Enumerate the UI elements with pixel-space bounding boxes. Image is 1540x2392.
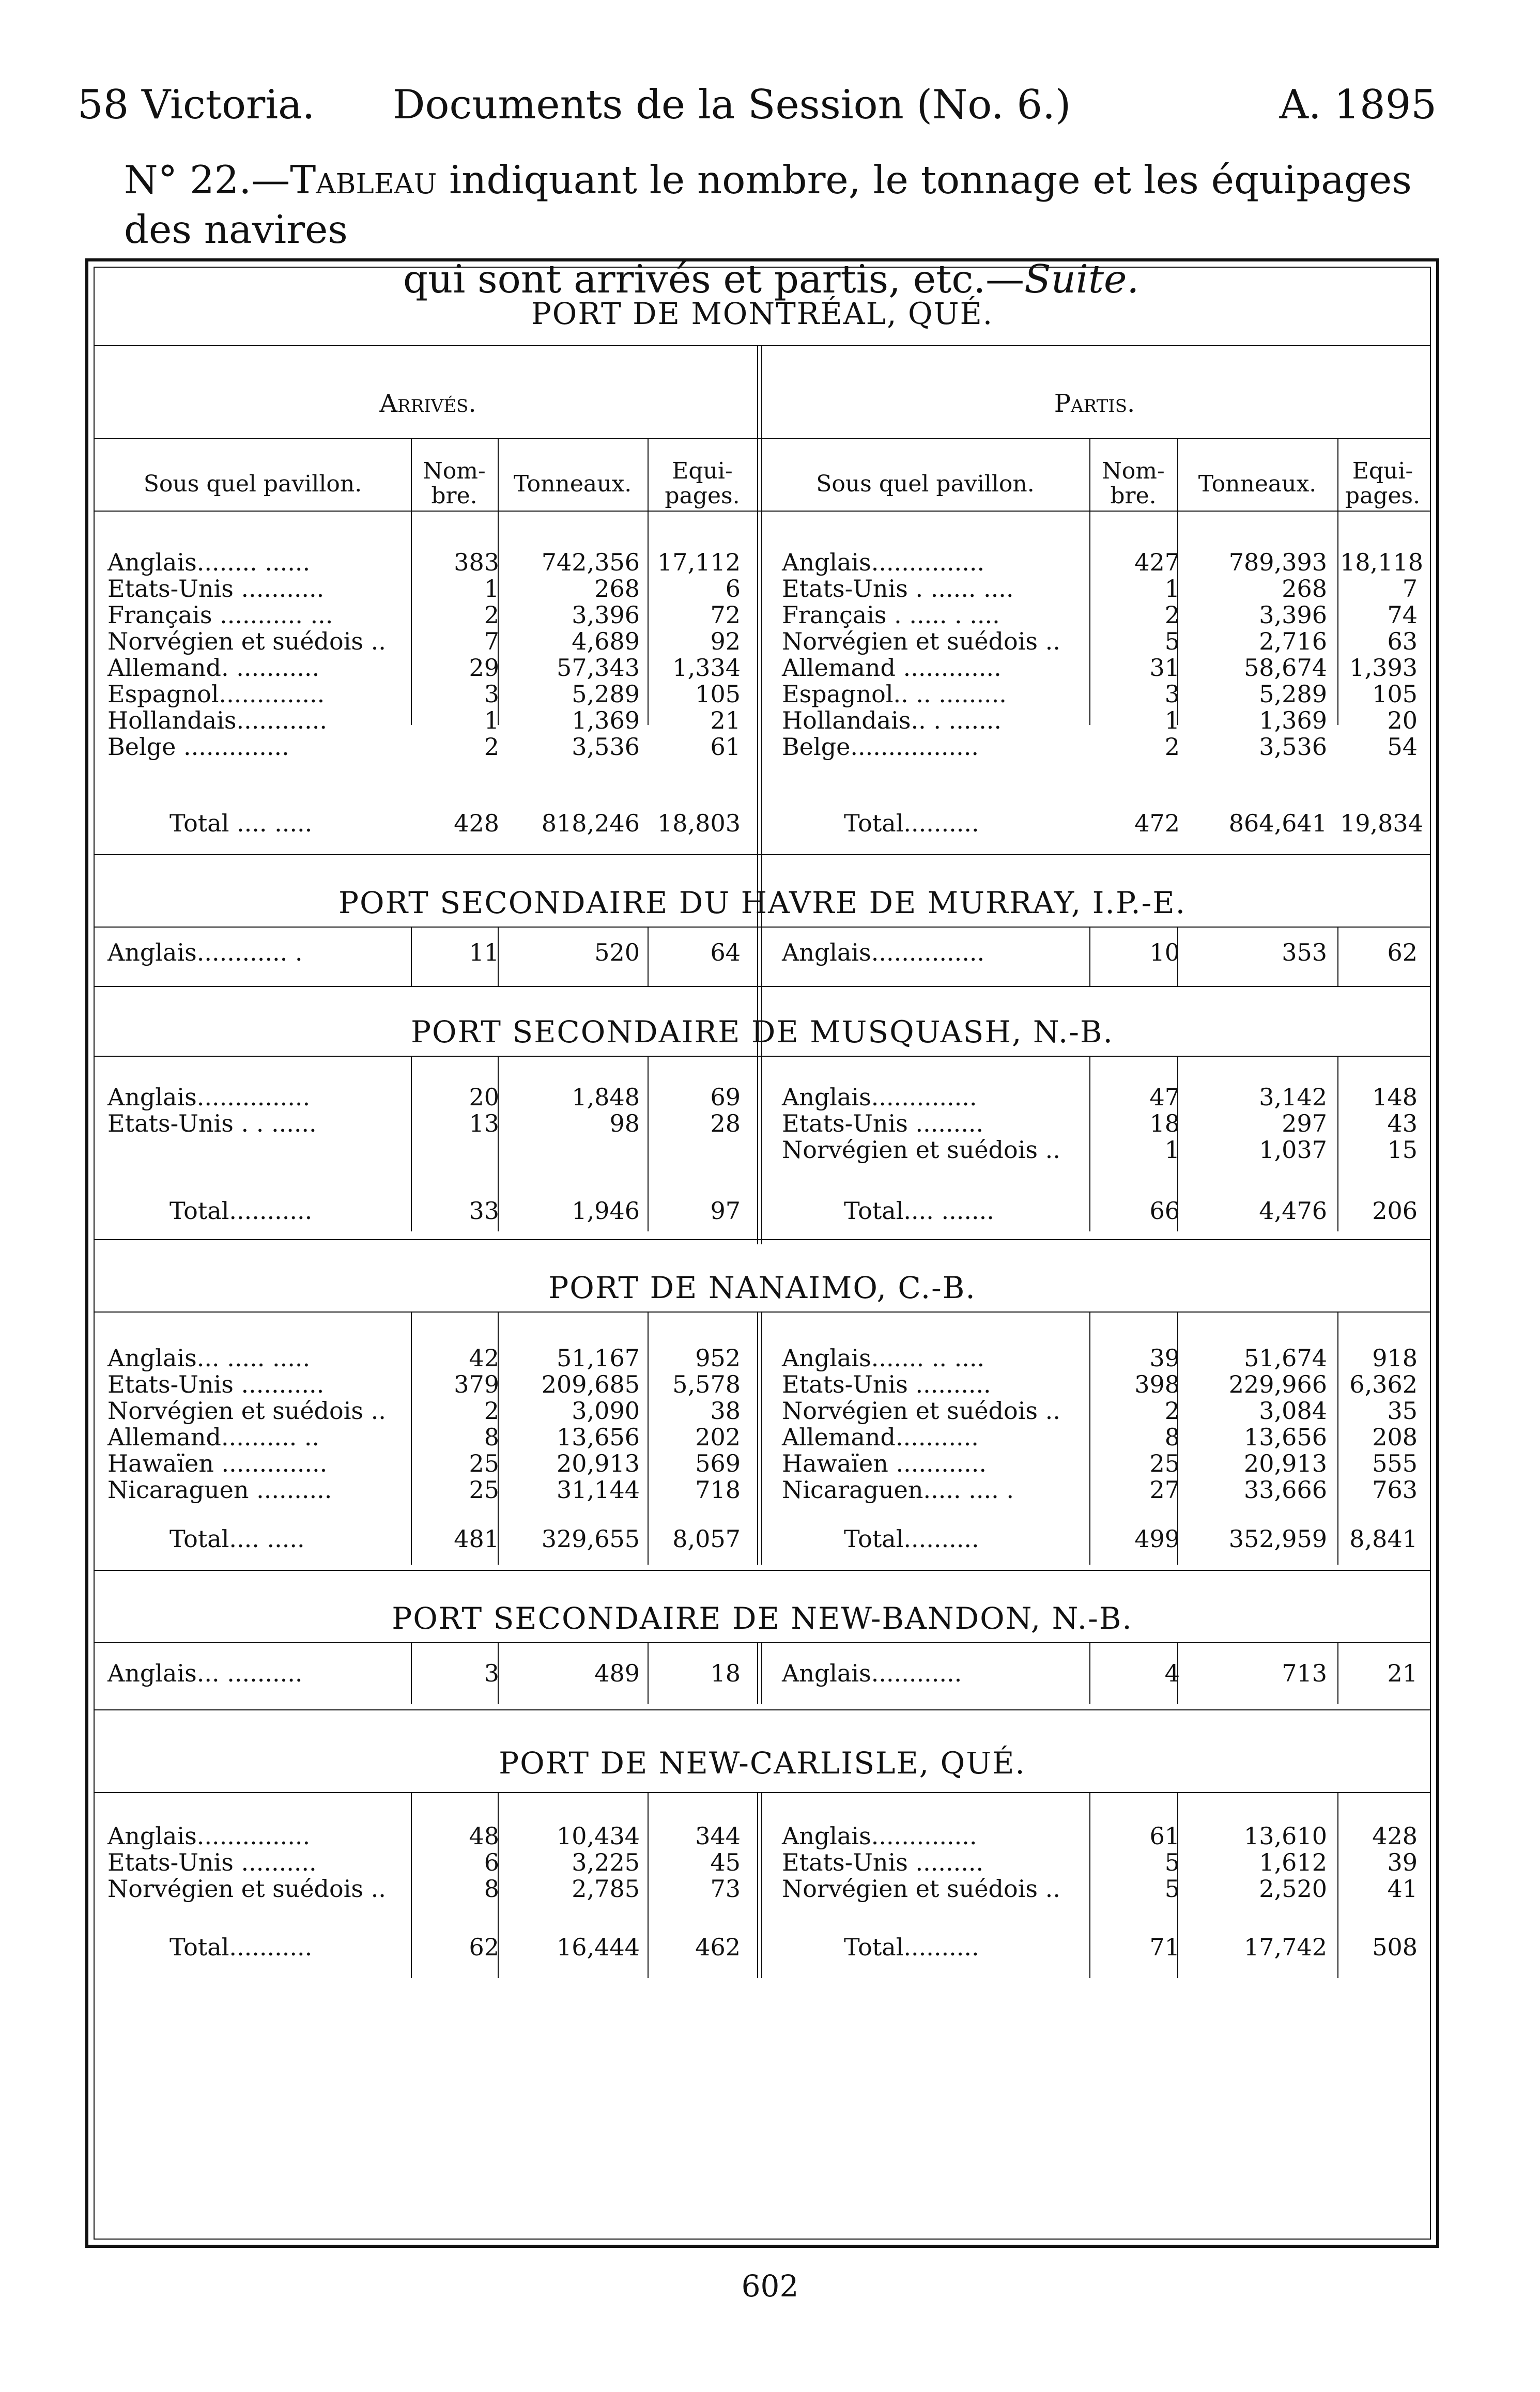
col-equipages-right: Equi- pages. [1345, 458, 1421, 509]
flag-name: Etats-Unis . . ...... [107, 1109, 317, 1137]
caption-number: N° 22.— [124, 157, 290, 203]
equipages-cell: 1,393 [1349, 654, 1418, 682]
column-rule [411, 1056, 412, 1231]
running-header [0, 82, 1540, 128]
flag-name: Anglais.............. [782, 1822, 977, 1850]
tonneaux-cell: 3,536 [572, 733, 640, 761]
nombre-cell: 27 [1149, 1476, 1180, 1504]
table-inner [94, 267, 1431, 2240]
nombre-cell: 4 [1164, 1659, 1180, 1687]
column-rule [1337, 1311, 1338, 1565]
center-divider-right [761, 1311, 762, 1565]
nombre-cell: 1 [484, 575, 499, 603]
column-rule [411, 1792, 412, 1978]
nombre-cell: 2 [484, 733, 499, 761]
nombre-cell: 2 [1164, 601, 1180, 629]
column-rule [648, 927, 649, 986]
total-tonneaux: 16,444 [557, 1933, 640, 1961]
column-rule [1089, 927, 1090, 986]
total-nombre: 71 [1149, 1933, 1180, 1961]
tonneaux-cell: 4,689 [572, 627, 640, 655]
equipages-cell: 62 [1387, 938, 1418, 966]
column-rule [411, 1642, 412, 1704]
tonneaux-cell: 1,369 [572, 706, 640, 734]
center-divider-left [757, 1792, 758, 1978]
equipages-cell: 39 [1387, 1848, 1418, 1876]
nombre-cell: 6 [484, 1848, 499, 1876]
nombre-cell: 31 [1149, 654, 1180, 682]
tonneaux-cell: 268 [1282, 575, 1327, 603]
flag-name: Hawaïen .............. [107, 1449, 328, 1477]
col-pavillon-left: Sous quel pavillon. [143, 471, 362, 497]
col-tonneaux-left: Tonneaux. [513, 471, 632, 497]
flag-name: Hawaïen ............ [782, 1449, 987, 1477]
nombre-cell: 3 [1164, 680, 1180, 708]
nombre-cell: 47 [1149, 1083, 1180, 1111]
nombre-cell: 1 [1164, 575, 1180, 603]
equipages-cell: 15 [1387, 1136, 1418, 1164]
rule-title [95, 927, 1430, 928]
equipages-cell: 763 [1372, 1476, 1418, 1504]
total-equipages: 19,834 [1340, 809, 1423, 837]
flag-name: Etats-Unis . ...... .... [782, 575, 1014, 603]
col-nombre-right: Nom- bre. [1102, 458, 1165, 509]
equipages-cell: 344 [695, 1822, 741, 1850]
equipages-cell: 72 [710, 601, 741, 629]
column-rule [1089, 1642, 1090, 1704]
tonneaux-cell: 3,396 [1259, 601, 1327, 629]
tonneaux-cell: 98 [609, 1109, 640, 1137]
port-title-new-bandon: PORT SECONDAIRE DE NEW-BANDON, N.-B. [392, 1601, 1133, 1636]
tonneaux-cell: 209,685 [541, 1370, 640, 1398]
nombre-cell: 2 [1164, 733, 1180, 761]
nombre-cell: 3 [484, 1659, 499, 1687]
tonneaux-cell: 5,289 [572, 680, 640, 708]
nombre-cell: 5 [1164, 1848, 1180, 1876]
tonneaux-cell: 3,090 [572, 1397, 640, 1425]
flag-name: Norvégien et suédois .. [782, 1397, 1060, 1425]
tonneaux-cell: 1,369 [1259, 706, 1327, 734]
total-label: Total.... ..... [170, 1525, 305, 1553]
flag-name: Anglais............... [782, 548, 985, 576]
rule-title [95, 1311, 1430, 1313]
equipages-cell: 148 [1372, 1083, 1418, 1111]
total-equipages: 8,841 [1349, 1525, 1418, 1553]
port-title-nanaimo: PORT DE NANAIMO, C.-B. [548, 1270, 976, 1305]
tonneaux-cell: 1,612 [1259, 1848, 1327, 1876]
rule-section-end [95, 1709, 1430, 1710]
center-divider-left [757, 345, 758, 1244]
tonneaux-cell: 13,656 [1244, 1423, 1327, 1451]
tonneaux-cell: 51,167 [557, 1344, 640, 1372]
tonneaux-cell: 31,144 [557, 1476, 640, 1504]
equipages-cell: 5,578 [672, 1370, 741, 1398]
nombre-cell: 383 [454, 548, 499, 576]
nombre-cell: 25 [469, 1476, 499, 1504]
nombre-cell: 1 [484, 706, 499, 734]
flag-name: Etats-Unis ......... [782, 1848, 984, 1876]
tonneaux-cell: 3,536 [1259, 733, 1327, 761]
nombre-cell: 39 [1149, 1344, 1180, 1372]
total-equipages: 508 [1372, 1933, 1418, 1961]
col-nombre-left: Nom- bre. [423, 458, 486, 509]
rule-section-end [95, 1570, 1430, 1571]
equipages-cell: 918 [1372, 1344, 1418, 1372]
equipages-cell: 54 [1387, 733, 1418, 761]
col-tonneaux-right: Tonneaux. [1198, 471, 1317, 497]
total-equipages: 462 [695, 1933, 741, 1961]
tonneaux-cell: 57,343 [557, 654, 640, 682]
equipages-cell: 569 [695, 1449, 741, 1477]
total-equipages: 18,803 [657, 809, 741, 837]
total-nombre: 33 [469, 1197, 499, 1225]
nombre-cell: 20 [469, 1083, 499, 1111]
flag-name: Etats-Unis .......... [782, 1370, 991, 1398]
table-frame [85, 258, 1439, 2248]
equipages-cell: 92 [710, 627, 741, 655]
flag-name: Norvégien et suédois .. [782, 1875, 1060, 1903]
total-tonneaux: 4,476 [1259, 1197, 1327, 1225]
nombre-cell: 42 [469, 1344, 499, 1372]
equipages-cell: 74 [1387, 601, 1418, 629]
equipages-cell: 428 [1372, 1822, 1418, 1850]
total-equipages: 206 [1372, 1197, 1418, 1225]
port-title-musquash: PORT SECONDAIRE DE MUSQUASH, N.-B. [411, 1014, 1114, 1050]
flag-name: Norvégien et suédois .. [107, 627, 386, 655]
port-title-new-carlisle: PORT DE NEW-CARLISLE, QUÉ. [499, 1746, 1026, 1781]
flag-name: Etats-Unis .......... [107, 1848, 317, 1876]
column-rule [648, 1311, 649, 1565]
total-label: Total.......... [844, 1525, 979, 1553]
equipages-cell: 105 [695, 680, 741, 708]
total-label: Total........... [170, 1933, 313, 1961]
tonneaux-cell: 3,084 [1259, 1397, 1327, 1425]
nombre-cell: 1 [1164, 706, 1180, 734]
equipages-cell: 41 [1387, 1875, 1418, 1903]
column-rule [1089, 438, 1090, 725]
tonneaux-cell: 20,913 [1244, 1449, 1327, 1477]
tonneaux-cell: 520 [594, 938, 640, 966]
tonneaux-cell: 10,434 [557, 1822, 640, 1850]
total-label: Total........... [170, 1197, 313, 1225]
equipages-cell: 18 [710, 1659, 741, 1687]
column-rule [1337, 438, 1338, 725]
nombre-cell: 10 [1149, 938, 1180, 966]
flag-name: Allemand.......... .. [107, 1423, 320, 1451]
flag-name: Hollandais.. . ....... [782, 706, 1002, 734]
equipages-cell: 7 [1402, 575, 1418, 603]
tonneaux-cell: 353 [1282, 938, 1327, 966]
nombre-cell: 8 [1164, 1423, 1180, 1451]
nombre-cell: 379 [454, 1370, 499, 1398]
flag-name: Anglais............... [107, 1822, 311, 1850]
rule-title [95, 1792, 1430, 1793]
total-tonneaux: 352,959 [1228, 1525, 1327, 1553]
partis-heading: Partis. [1054, 389, 1135, 418]
flag-name: Anglais........ ...... [107, 548, 311, 576]
equipages-cell: 21 [710, 706, 741, 734]
equipages-cell: 43 [1387, 1109, 1418, 1137]
tonneaux-cell: 3,225 [572, 1848, 640, 1876]
flag-name: Norvégien et suédois .. [107, 1875, 386, 1903]
flag-name: Norvégien et suédois .. [782, 627, 1060, 655]
flag-name: Norvégien et suédois .. [782, 1136, 1060, 1164]
nombre-cell: 61 [1149, 1822, 1180, 1850]
center-divider-right [761, 1642, 762, 1704]
tonneaux-cell: 229,966 [1228, 1370, 1327, 1398]
column-rule [411, 1311, 412, 1565]
flag-name: Anglais... .......... [107, 1659, 303, 1687]
equipages-cell: 64 [710, 938, 741, 966]
caption-word: Tableau [290, 157, 437, 203]
total-nombre: 66 [1149, 1197, 1180, 1225]
center-divider-right [761, 1792, 762, 1978]
column-rule [411, 438, 412, 725]
flag-name: Nicaraguen .......... [107, 1476, 332, 1504]
tonneaux-cell: 3,396 [572, 601, 640, 629]
nombre-cell: 2 [484, 601, 499, 629]
equipages-cell: 18,118 [1340, 548, 1423, 576]
column-rule [648, 1056, 649, 1231]
rule-title [95, 1056, 1430, 1057]
total-tonneaux: 864,641 [1228, 809, 1327, 837]
nombre-cell: 11 [469, 938, 499, 966]
tonneaux-cell: 713 [1282, 1659, 1327, 1687]
rule-title [95, 1642, 1430, 1643]
nombre-cell: 18 [1149, 1109, 1180, 1137]
equipages-cell: 20 [1387, 706, 1418, 734]
equipages-cell: 208 [1372, 1423, 1418, 1451]
total-tonneaux: 818,246 [541, 809, 640, 837]
equipages-cell: 202 [695, 1423, 741, 1451]
tonneaux-cell: 2,520 [1259, 1875, 1327, 1903]
flag-name: Anglais............ . [107, 938, 303, 966]
equipages-cell: 718 [695, 1476, 741, 1504]
nombre-cell: 7 [484, 627, 499, 655]
total-label: Total.......... [844, 809, 979, 837]
header-center: Documents de la Session (No. 6.) [393, 82, 1071, 128]
flag-name: Hollandais............ [107, 706, 327, 734]
tonneaux-cell: 789,393 [1228, 548, 1327, 576]
header-right: A. 1895 [1279, 82, 1437, 128]
total-tonneaux: 329,655 [541, 1525, 640, 1553]
total-nombre: 481 [454, 1525, 499, 1553]
equipages-cell: 61 [710, 733, 741, 761]
flag-name: Allemand. ........... [107, 654, 320, 682]
flag-name: Nicaraguen..... .... . [782, 1476, 1014, 1504]
tonneaux-cell: 33,666 [1244, 1476, 1327, 1504]
page-number: 602 [741, 2268, 799, 2304]
tonneaux-cell: 1,037 [1259, 1136, 1327, 1164]
flag-name: Norvégien et suédois .. [107, 1397, 386, 1425]
port-title-murray: PORT SECONDAIRE DU HAVRE DE MURRAY, I.P.-E. [338, 885, 1187, 920]
equipages-cell: 45 [710, 1848, 741, 1876]
equipages-cell: 105 [1372, 680, 1418, 708]
total-nombre: 62 [469, 1933, 499, 1961]
tonneaux-cell: 1,848 [572, 1083, 640, 1111]
flag-name: Français . ..... . .... [782, 601, 1000, 629]
rule-title [95, 345, 1430, 346]
flag-name: Belge................. [782, 733, 979, 761]
rule-subhead [95, 438, 1430, 439]
header-left: 58 Victoria. [78, 82, 315, 128]
equipages-cell: 73 [710, 1875, 741, 1903]
total-equipages: 97 [710, 1197, 741, 1225]
equipages-cell: 38 [710, 1397, 741, 1425]
arrives-heading: Arrivés. [379, 389, 476, 418]
nombre-cell: 8 [484, 1423, 499, 1451]
nombre-cell: 2 [484, 1397, 499, 1425]
nombre-cell: 48 [469, 1822, 499, 1850]
nombre-cell: 3 [484, 680, 499, 708]
flag-name: Belge .............. [107, 733, 289, 761]
nombre-cell: 5 [1164, 1875, 1180, 1903]
tonneaux-cell: 13,610 [1244, 1822, 1327, 1850]
nombre-cell: 29 [469, 654, 499, 682]
flag-name: Etats-Unis ........... [107, 575, 325, 603]
flag-name: Anglais... ..... ..... [107, 1344, 311, 1372]
center-divider-left [757, 1642, 758, 1704]
equipages-cell: 28 [710, 1109, 741, 1137]
flag-name: Etats-Unis ........... [107, 1370, 325, 1398]
equipages-cell: 63 [1387, 627, 1418, 655]
rule-colhead [95, 511, 1430, 512]
col-pavillon-right: Sous quel pavillon. [816, 471, 1035, 497]
tonneaux-cell: 3,142 [1259, 1083, 1327, 1111]
nombre-cell: 5 [1164, 627, 1180, 655]
tonneaux-cell: 5,289 [1259, 680, 1327, 708]
tonneaux-cell: 742,356 [541, 548, 640, 576]
flag-name: Anglais............... [107, 1083, 311, 1111]
flag-name: Anglais............ [782, 1659, 962, 1687]
nombre-cell: 1 [1164, 1136, 1180, 1164]
tonneaux-cell: 268 [594, 575, 640, 603]
total-label: Total.......... [844, 1933, 979, 1961]
flag-name: Espagnol.............. [107, 680, 325, 708]
tonneaux-cell: 2,785 [572, 1875, 640, 1903]
column-rule [648, 1642, 649, 1704]
column-rule [1337, 1642, 1338, 1704]
center-divider-left [757, 1311, 758, 1565]
total-nombre: 428 [454, 809, 499, 837]
flag-name: Français ........... ... [107, 601, 333, 629]
column-rule [1337, 1792, 1338, 1978]
column-rule [1337, 927, 1338, 986]
total-tonneaux: 1,946 [572, 1197, 640, 1225]
nombre-cell: 427 [1134, 548, 1180, 576]
equipages-cell: 1,334 [672, 654, 741, 682]
col-equipages-left: Equi- pages. [665, 458, 740, 509]
total-label: Total.... ....... [844, 1197, 994, 1225]
flag-name: Etats-Unis ......... [782, 1109, 984, 1137]
equipages-cell: 21 [1387, 1659, 1418, 1687]
equipages-cell: 35 [1387, 1397, 1418, 1425]
total-equipages: 8,057 [672, 1525, 741, 1553]
tonneaux-cell: 58,674 [1244, 654, 1327, 682]
flag-name: Anglais............... [782, 938, 985, 966]
tonneaux-cell: 2,716 [1259, 627, 1327, 655]
rule-section-end [95, 854, 1430, 855]
nombre-cell: 2 [1164, 1397, 1180, 1425]
flag-name: Anglais....... .. .... [782, 1344, 985, 1372]
caption-line1: indiquant le nombre, le tonnage et les équipages des navires [124, 157, 1412, 252]
nombre-cell: 25 [1149, 1449, 1180, 1477]
column-rule [1337, 1056, 1338, 1231]
flag-name: Espagnol.. .. ......... [782, 680, 1007, 708]
rule-section-end [95, 1239, 1430, 1240]
nombre-cell: 25 [469, 1449, 499, 1477]
column-rule [1089, 1056, 1090, 1231]
total-tonneaux: 17,742 [1244, 1933, 1327, 1961]
equipages-cell: 69 [710, 1083, 741, 1111]
tonneaux-cell: 489 [594, 1659, 640, 1687]
column-rule [648, 1792, 649, 1978]
column-rule [648, 438, 649, 725]
tonneaux-cell: 20,913 [557, 1449, 640, 1477]
equipages-cell: 952 [695, 1344, 741, 1372]
port-title-montreal: PORT DE MONTRÉAL, QUÉ. [531, 296, 994, 331]
nombre-cell: 8 [484, 1875, 499, 1903]
column-rule [411, 927, 412, 986]
equipages-cell: 6 [725, 575, 741, 603]
rule-section-end [95, 986, 1430, 987]
flag-name: Anglais.............. [782, 1083, 977, 1111]
column-rule [1089, 1311, 1090, 1565]
equipages-cell: 17,112 [657, 548, 741, 576]
equipages-cell: 6,362 [1349, 1370, 1418, 1398]
caption-line2: qui sont arrivés et partis, etc.— [403, 256, 1025, 302]
tonneaux-cell: 13,656 [557, 1423, 640, 1451]
column-rule [1089, 1792, 1090, 1978]
tonneaux-cell: 297 [1282, 1109, 1327, 1137]
flag-name: Allemand ............. [782, 654, 1002, 682]
total-nombre: 472 [1134, 809, 1180, 837]
total-label: Total .... ..... [170, 809, 313, 837]
equipages-cell: 555 [1372, 1449, 1418, 1477]
nombre-cell: 398 [1134, 1370, 1180, 1398]
nombre-cell: 13 [469, 1109, 499, 1137]
total-nombre: 499 [1134, 1525, 1180, 1553]
tonneaux-cell: 51,674 [1244, 1344, 1327, 1372]
caption-suite: Suite. [1024, 256, 1139, 302]
flag-name: Allemand........... [782, 1423, 979, 1451]
